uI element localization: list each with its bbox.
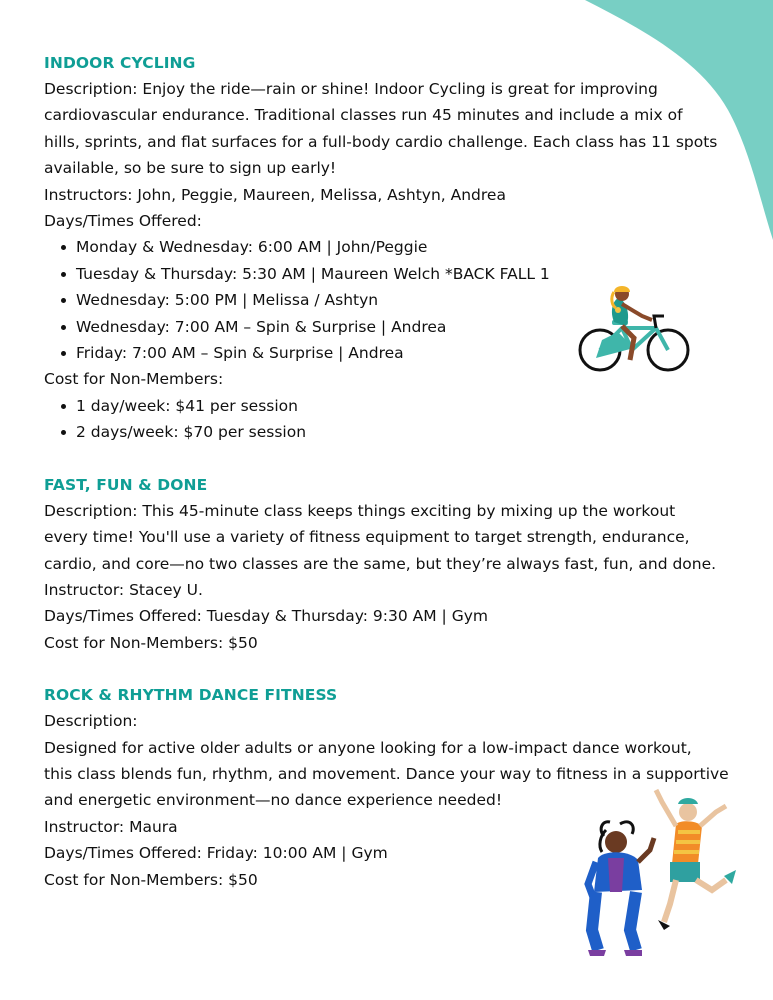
days-line: Days/Times Offered: Tuesday & Thursday: 9:30 AM | Gym: [44, 607, 488, 626]
cost-item: 2 days/week: $70 per session: [76, 419, 734, 445]
schedule-item: Friday: 7:00 AM – Spin & Surprise | Andrea: [76, 340, 734, 366]
cost-line: Cost for Non-Members: $50: [44, 633, 258, 652]
description-line: every time! You'll use a variety of fitness equipment to target strength, endurance,: [44, 528, 690, 547]
section-title: ROCK & RHYTHM DANCE FITNESS: [44, 686, 338, 705]
page-content: [44, 50, 734, 893]
instructors-line: Instructors: John, Peggie, Maureen, Melissa, Ashtyn, Andrea: [44, 185, 506, 204]
description-line: cardiovascular endurance. Traditional classes run 45 minutes and include a mix of: [44, 106, 683, 125]
cost-list: [44, 393, 734, 446]
instructor-line: Instructor: Stacey U.: [44, 580, 203, 599]
description-line: cardio, and core—no two classes are the same, but they’re always fast, fun, and done.: [44, 554, 717, 573]
description-line: and energetic environment—no dance experience needed!: [44, 791, 503, 810]
description-line: this class blends fun, rhythm, and movement. Dance your way to fitness in a supportive: [44, 764, 729, 783]
description-line: Designed for active older adults or anyone looking for a low-impact dance workout,: [44, 738, 692, 757]
description-line: hills, sprints, and flat surfaces for a full-body cardio challenge. Each class has 11 spots: [44, 132, 718, 151]
description-line: Description: Enjoy the ride—rain or shine! Indoor Cycling is great for improving: [44, 80, 658, 98]
dancers-icon: [580, 780, 745, 960]
section-title: FAST, FUN & DONE: [44, 475, 208, 494]
cyclist-icon: [572, 280, 697, 390]
schedule-item: Wednesday: 5:00 PM | Melissa / Ashtyn: [76, 287, 734, 313]
description-label: Description:: [44, 712, 138, 731]
cost-label: Cost for Non-Members:: [44, 370, 224, 389]
cost-item: 1 day/week: $41 per session: [76, 393, 734, 419]
section-fast-fun-done: [44, 472, 734, 656]
cost-line: Cost for Non-Members: $50: [44, 870, 258, 889]
days-line: Days/Times Offered: Friday: 10:00 AM | Gym: [44, 844, 388, 863]
schedule-item: Tuesday & Thursday: 5:30 AM | Maureen Welch *BACK FALL 1: [76, 261, 734, 287]
description-line: Description: This 45-minute class keeps things exciting by mixing up the workout: [44, 501, 676, 520]
section-title: INDOOR CYCLING: [44, 54, 196, 72]
schedule-item: Wednesday: 7:00 AM – Spin & Surprise | Andrea: [76, 314, 734, 340]
instructor-line: Instructor: Maura: [44, 817, 178, 836]
schedule-item: Monday & Wednesday: 6:00 AM | John/Peggie: [76, 234, 734, 260]
days-label: Days/Times Offered:: [44, 212, 202, 231]
description-line: available, so be sure to sign up early!: [44, 159, 337, 178]
